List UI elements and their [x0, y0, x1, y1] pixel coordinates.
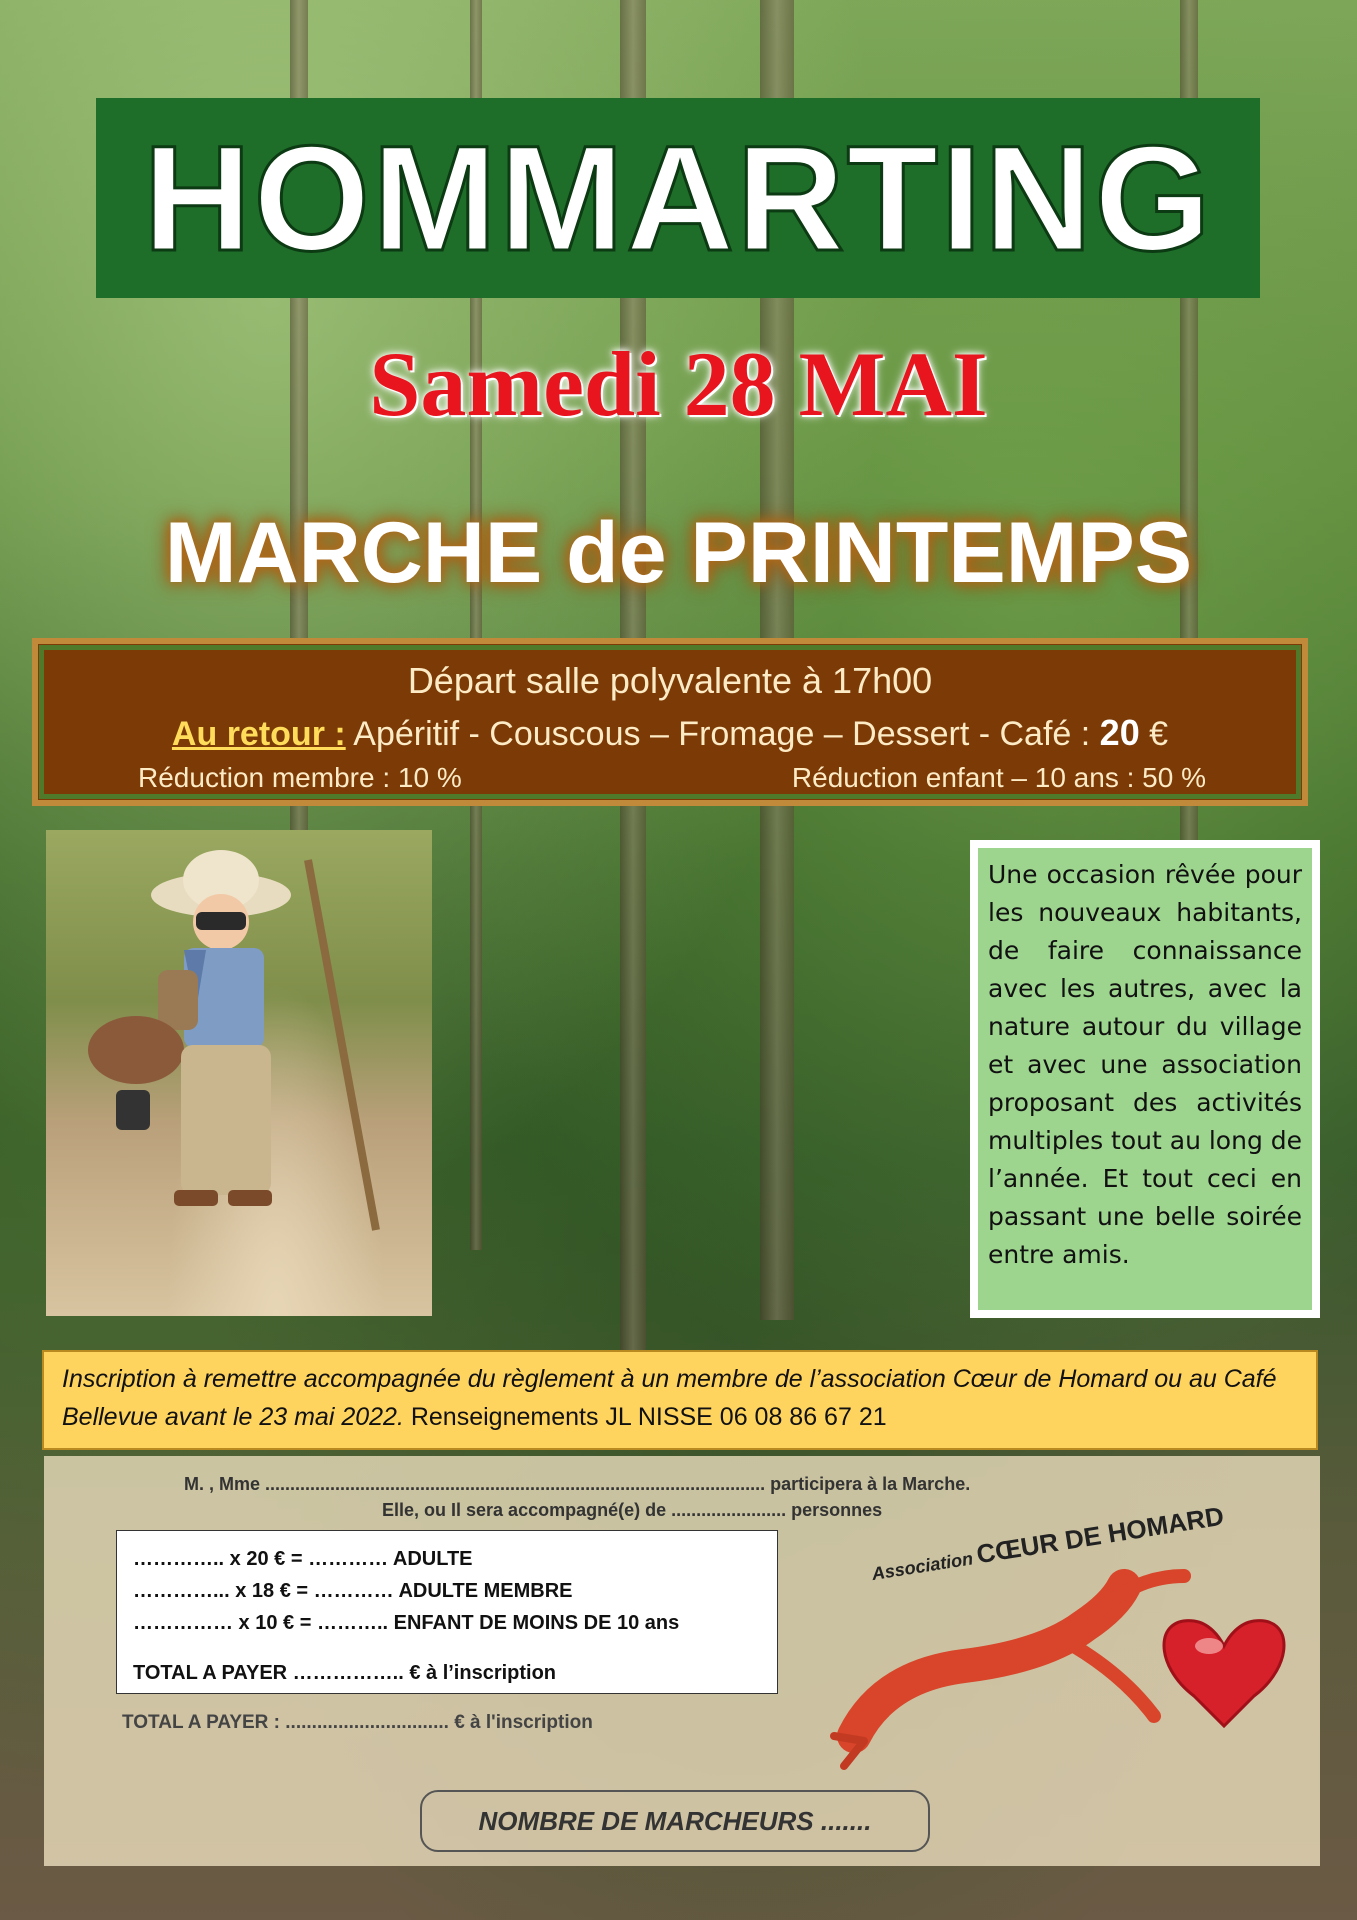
event-info-box	[32, 638, 1308, 806]
child-discount: Réduction enfant – 10 ans : 50 %	[791, 762, 1206, 793]
fee-table	[116, 1530, 778, 1694]
fee-row-adult-member[interactable]: …………... x 18 € = ………… ADULTE MEMBRE	[133, 1580, 573, 1602]
logo-association: Association	[870, 1548, 975, 1585]
child-explorer-illustration	[46, 830, 432, 1316]
fee-total[interactable]: TOTAL A PAYER …………….. € à l’inscription	[133, 1662, 557, 1684]
menu-items: Apéritif - Couscous – Fromage – Dessert - Café :	[345, 715, 1100, 753]
participant-name-line[interactable]: M. , Mme .................................................................................................... participera à la Marche.	[184, 1474, 971, 1494]
walkers-count[interactable]: NOMBRE DE MARCHEURS .......	[420, 1790, 930, 1852]
pitch-panel	[970, 840, 1320, 1318]
currency: €	[1139, 715, 1169, 753]
registration-notice	[42, 1350, 1318, 1450]
title-banner	[96, 98, 1260, 298]
pitch-text: Une occasion rêvée pour les nouveaux habitants, de faire connaissance avec les autres, avec la nature autour du village et avec une association proposant des activités multiples tout au long de l’année. Et tout ceci en passant une belle soirée entre amis.	[978, 848, 1312, 1310]
companion-count-line[interactable]: Elle, ou Il sera accompagné(e) de ....................... personnes	[382, 1500, 883, 1520]
fee-row-child[interactable]: …………… x 10 € = ……….. ENFANT DE MOINS DE 10 ans	[133, 1612, 680, 1634]
departure-info: Départ salle polyvalente à 17h00	[407, 660, 933, 701]
event-subtitle: MARCHE de PRINTEMPS	[164, 505, 1193, 601]
lobster-heart-icon	[824, 1516, 1304, 1776]
total-to-pay[interactable]: TOTAL A PAYER : ............................... € à l'inscription	[122, 1712, 593, 1733]
menu-line	[38, 712, 1302, 754]
return-label: Au retour :	[171, 715, 346, 753]
logo-name: CŒUR DE HOMARD	[974, 1500, 1226, 1570]
registration-text: Inscription à remettre accompagnée du règlement à un membre de l’association Cœur de Homard ou au Café Bellevue avant le 23 mai 2022.	[62, 1365, 1277, 1431]
price-value: 20	[1099, 712, 1140, 753]
registration-form	[44, 1456, 1320, 1866]
page-title: HOMMARTING	[143, 114, 1213, 282]
contact-info: Renseignements JL NISSE 06 08 86 67 21	[403, 1403, 887, 1431]
fee-row-adult[interactable]: ………….. x 20 € = ………… ADULTE	[133, 1548, 473, 1570]
association-logo	[824, 1500, 1304, 1776]
member-discount: Réduction membre : 10 %	[138, 762, 462, 793]
child-explorer-photo	[46, 830, 432, 1316]
event-date: Samedi 28 MAI	[369, 333, 988, 435]
